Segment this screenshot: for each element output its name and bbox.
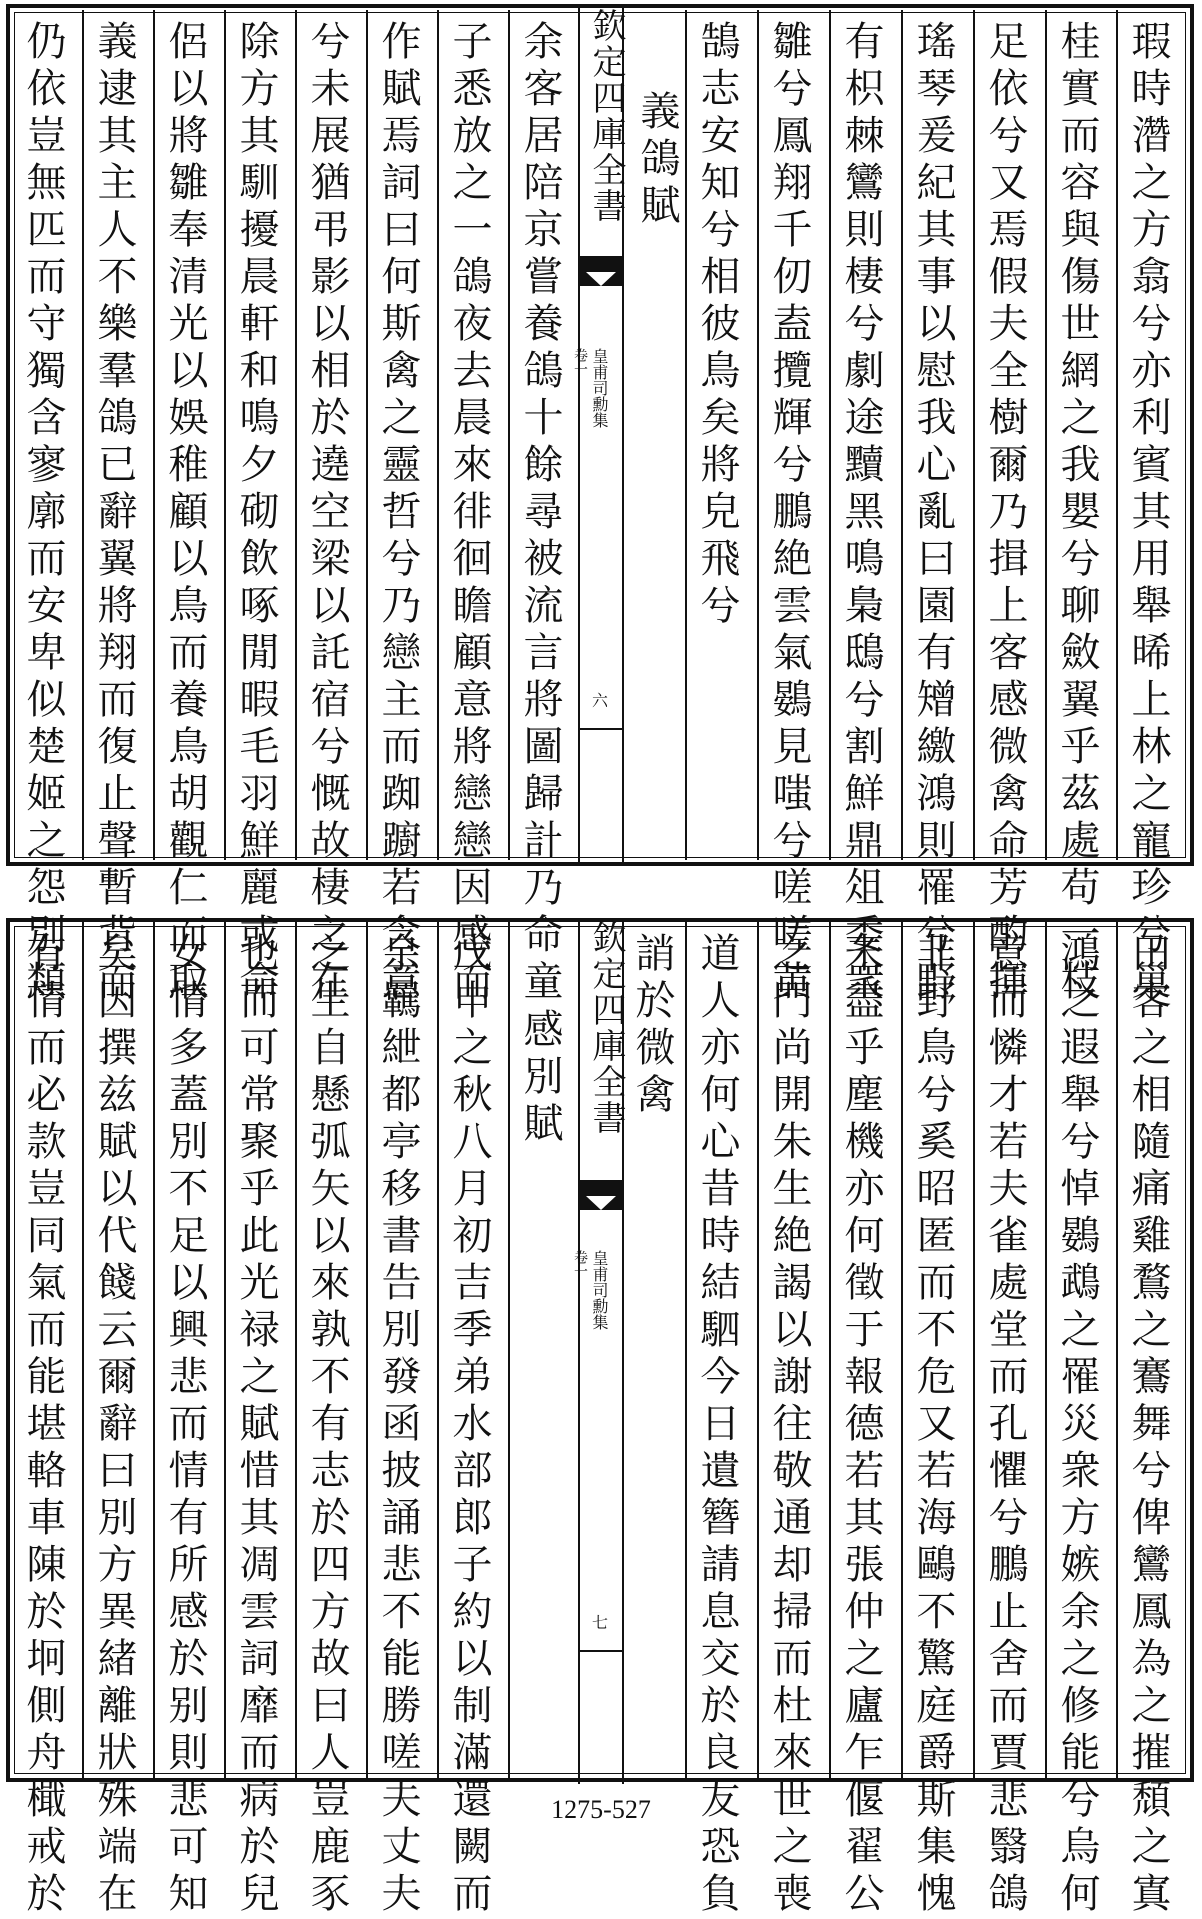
text-column: 子悉放之一鴿夜去晨來徘徊瞻顧意將戀戀因感而 bbox=[446, 20, 492, 1007]
text-column: 除方其馴擾晨軒和鳴夕砌飲啄閒暇毛羽鮮麗或命 bbox=[233, 20, 279, 1007]
page-number: 七 bbox=[592, 1613, 609, 1632]
text-column: 余羈紲都亭移書告別發函披誦悲不能勝嗟夫丈夫 bbox=[375, 932, 421, 1919]
text-column: 意而憐才若夫雀處堂而孔懼兮鵬止舍而賈悲翳鴿 bbox=[982, 932, 1028, 1919]
text-column: 道人亦何心昔時結駟今日遺簪請息交於良友恐負 bbox=[694, 932, 740, 1919]
text-column: 之生自懸弧矢以來孰不有志於四方故曰人豈鹿豕 bbox=[304, 932, 350, 1919]
text-column: 侶以將雛奉清光以娛稚顧以鳥而養鳥胡觀仁而取 bbox=[162, 20, 208, 1007]
spine bbox=[572, 8, 626, 862]
text-column: 未盡乎塵機亦何徵于報德若其張仲之廬乍偃翟公 bbox=[838, 932, 884, 1919]
text-column: 矣因撰兹賦以代餞云爾辭曰別方異緒離狀殊端在 bbox=[91, 932, 137, 1919]
section-title: 義鴿賦 bbox=[634, 90, 680, 231]
text-column: 戊申之秋八月初吉季弟水部郎子約以制滿還闕而 bbox=[446, 932, 492, 1919]
author-line: 皇甫司勳集 bbox=[590, 348, 609, 428]
text-column: 桂實而容與傷世網之我嬰兮聊斂翼乎茲處苟一枝 bbox=[1054, 20, 1100, 1007]
text-column: 鴻之遐舉兮悼鷃鵡之罹災衆方嫉余之修能兮烏何 bbox=[1054, 932, 1100, 1919]
text-column: 義逮其主人不樂羣鴿已辭翼將翔而復止聲暫背而 bbox=[91, 20, 137, 1007]
text-column: 仍依豈無匹而守獨含寥廓而安卑似楚姬之怨別類 bbox=[20, 20, 66, 1007]
text-column: 之門尚開朱生絶謁以謝往敬通却掃而杜來世之喪 bbox=[766, 932, 812, 1919]
fishtail-mark bbox=[580, 258, 622, 286]
author-line: 皇甫司勳集 bbox=[590, 1250, 609, 1330]
text-column: 鵠志安知兮相彼鳥矣將皃飛兮 bbox=[694, 20, 740, 631]
text-column: 也而可常聚乎此光禄之賦惜其凋雲詞靡而病於兒 bbox=[233, 932, 279, 1919]
text-column: 瑤琴爰紀其事以慰我心亂曰園有矰繳鴻則罹兮野 bbox=[910, 20, 956, 1007]
book-title: 欽定四庫全書 bbox=[586, 8, 626, 224]
volume-label: 卷一 bbox=[572, 1250, 588, 1278]
fishtail-mark bbox=[580, 1182, 622, 1210]
section-title: 感別賦 bbox=[517, 1008, 563, 1149]
text-column: 女情多蓋別不足以興悲而情有所感於别則悲可知 bbox=[162, 932, 208, 1919]
text-column: 有枳棘鸞則棲兮劇途黷黑鳴梟鴟兮割鮮鼎俎委衆 bbox=[838, 20, 884, 1007]
text-column: 足依兮又焉假夫全樹爾乃揖上客感微禽命芳酌揮 bbox=[982, 20, 1028, 1007]
text-column: 誚於微禽 bbox=[629, 932, 675, 1120]
text-column: 瑕時濳之方翕兮亦利賓其用舉晞上林之寵珍兮巢 bbox=[1125, 20, 1171, 1007]
page-footer-number: 1275-527 bbox=[551, 1795, 651, 1824]
text-column: 兮未展猶弔影以相於遶空梁以託宿兮慨故棲之在 bbox=[304, 20, 350, 1007]
volume-label: 卷一 bbox=[572, 348, 588, 376]
text-column: 有情而必款豈同氣而能堪輅車陳於坰側舟檝戒於 bbox=[20, 932, 66, 1919]
text-column: 田客之相隨痛雞鶩之鶱舞兮俾鸞鳳為之摧頹之寘 bbox=[1125, 932, 1171, 1919]
text-column: 非野鳥兮奚昭匿而不危又若海鷗不驚庭爵斯集愧 bbox=[910, 932, 956, 1919]
book-title: 欽定四庫全書 bbox=[586, 920, 626, 1136]
spine bbox=[572, 920, 626, 1784]
text-column: 余客居陪京嘗養鴿十餘尋被流言將圖歸計乃命童 bbox=[517, 20, 563, 1007]
page-number: 六 bbox=[592, 691, 609, 710]
text-column: 作賦焉詞曰何斯禽之靈哲兮乃戀主而踟躕若含意 bbox=[375, 20, 421, 1007]
text-column: 雛兮鳳翔千仞盍攬輝兮鵬絶雲氣鷃見嗤兮嗟嗟黄 bbox=[766, 20, 812, 1007]
